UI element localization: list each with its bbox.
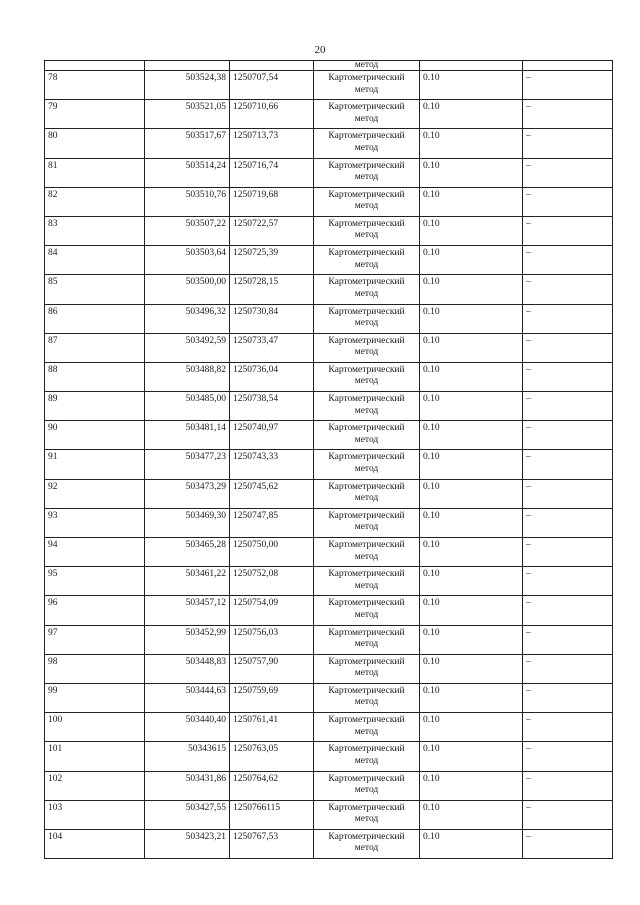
- method-tail-cell: метод: [314, 61, 420, 71]
- precision-cell: 0.10: [420, 742, 523, 771]
- method-line2: метод: [354, 288, 379, 299]
- y-coordinate-cell: 1250722,57: [230, 216, 314, 245]
- note-cell: –: [523, 362, 613, 391]
- x-coordinate-cell: 503452,99: [145, 625, 230, 654]
- x-coordinate-cell: 503503,64: [145, 246, 230, 275]
- y-coordinate-cell: 1250707,54: [230, 71, 314, 100]
- note-cell: –: [523, 596, 613, 625]
- point-number-cell: 94: [45, 538, 145, 567]
- method-line2: метод: [354, 84, 379, 95]
- point-number-cell: 87: [45, 333, 145, 362]
- x-coordinate-cell: 503524,38: [145, 71, 230, 100]
- table-row: [45, 275, 613, 304]
- table-row: [45, 216, 613, 245]
- y-coordinate-cell: 1250756,03: [230, 625, 314, 654]
- point-number-cell: 81: [45, 158, 145, 187]
- method-cell: [314, 275, 420, 304]
- method-line1: Картометрический: [328, 189, 405, 200]
- x-coordinate-cell: 503500,00: [145, 275, 230, 304]
- note-cell: –: [523, 479, 613, 508]
- precision-cell: 0.10: [420, 216, 523, 245]
- x-coordinate-cell: 503521,05: [145, 100, 230, 129]
- table-row: [45, 567, 613, 596]
- point-number-cell: 86: [45, 304, 145, 333]
- method-cell: [314, 713, 420, 742]
- table-row: [45, 392, 613, 421]
- point-number-cell: 100: [45, 713, 145, 742]
- precision-cell: 0.10: [420, 596, 523, 625]
- point-number-cell: 89: [45, 392, 145, 421]
- precision-cell: 0.10: [420, 800, 523, 829]
- method-line2: метод: [354, 142, 379, 153]
- y-coordinate-cell: 1250752,08: [230, 567, 314, 596]
- table-row: [45, 158, 613, 187]
- method-line2: метод: [354, 726, 379, 737]
- table-row: [45, 479, 613, 508]
- y-coordinate-cell: 1250754,09: [230, 596, 314, 625]
- method-line1: Картометрический: [328, 773, 405, 784]
- y-coordinate-cell: 1250730,84: [230, 304, 314, 333]
- note-cell: –: [523, 508, 613, 537]
- table-row: [45, 508, 613, 537]
- note-cell: –: [523, 304, 613, 333]
- method-line1: Картометрический: [328, 131, 405, 142]
- method-cell: [314, 129, 420, 158]
- method-line1: Картометрический: [328, 452, 405, 463]
- point-number-cell: 95: [45, 567, 145, 596]
- point-number-cell: 92: [45, 479, 145, 508]
- note-cell: –: [523, 275, 613, 304]
- method-cell: [314, 538, 420, 567]
- table-row: [45, 421, 613, 450]
- method-line1: Картометрический: [328, 73, 405, 83]
- note-cell: –: [523, 771, 613, 800]
- method-line2: метод: [354, 522, 379, 533]
- method-line2: метод: [354, 113, 379, 124]
- y-coordinate-cell: 1250745,62: [230, 479, 314, 508]
- note-cell: –: [523, 216, 613, 245]
- precision-cell: 0.10: [420, 625, 523, 654]
- method-line2: метод: [354, 405, 379, 416]
- precision-cell: 0.10: [420, 654, 523, 683]
- method-line1: Картометрический: [328, 394, 405, 405]
- point-number-cell: 96: [45, 596, 145, 625]
- method-line1: Картометрический: [328, 685, 405, 696]
- y-coordinate-cell: 1250743,33: [230, 450, 314, 479]
- note-cell: –: [523, 421, 613, 450]
- method-cell: [314, 362, 420, 391]
- method-line2: метод: [354, 463, 379, 474]
- note-cell: –: [523, 100, 613, 129]
- table-row: [45, 187, 613, 216]
- note-cell: –: [523, 538, 613, 567]
- method-cell: [314, 304, 420, 333]
- table-row: [45, 129, 613, 158]
- precision-cell: 0.10: [420, 567, 523, 596]
- method-line1: Картометрический: [328, 277, 405, 288]
- y-coordinate-cell: 1250759,69: [230, 683, 314, 712]
- table-row: [45, 100, 613, 129]
- method-line2: метод: [354, 697, 379, 708]
- point-number-cell: 102: [45, 771, 145, 800]
- table-row: [45, 625, 613, 654]
- table-row: [45, 71, 613, 100]
- x-coordinate-cell: 503440,40: [145, 713, 230, 742]
- y-coordinate-cell: 1250728,15: [230, 275, 314, 304]
- method-line2: метод: [354, 785, 379, 795]
- note-cell: –: [523, 713, 613, 742]
- method-line1: Картометрический: [328, 715, 405, 726]
- method-line1: Картометрический: [328, 540, 405, 550]
- method-line1: Картометрический: [328, 802, 405, 813]
- method-line2: метод: [354, 347, 379, 358]
- table-cell: [523, 61, 613, 71]
- method-cell: [314, 479, 420, 508]
- precision-cell: 0.10: [420, 275, 523, 304]
- table-cell: [230, 61, 314, 71]
- method-cell: [314, 246, 420, 275]
- method-line1: Картометрический: [328, 364, 405, 375]
- precision-cell: 0.10: [420, 246, 523, 275]
- coordinates-table: [44, 60, 613, 859]
- point-number-cell: 82: [45, 187, 145, 216]
- note-cell: –: [523, 246, 613, 275]
- method-line2: метод: [354, 318, 379, 328]
- x-coordinate-cell: 503423,21: [145, 829, 230, 858]
- x-coordinate-cell: 503427,55: [145, 800, 230, 829]
- y-coordinate-cell: 1250767,53: [230, 829, 314, 858]
- x-coordinate-cell: 503488,82: [145, 362, 230, 391]
- table-row: [45, 362, 613, 391]
- note-cell: –: [523, 683, 613, 712]
- note-cell: –: [523, 71, 613, 100]
- point-number-cell: 88: [45, 362, 145, 391]
- method-line1: Картометрический: [328, 481, 405, 492]
- point-number-cell: 85: [45, 275, 145, 304]
- method-cell: [314, 800, 420, 829]
- y-coordinate-cell: 1250713,73: [230, 129, 314, 158]
- coordinates-table-body: [45, 61, 613, 859]
- x-coordinate-cell: 503465,28: [145, 538, 230, 567]
- precision-cell: 0.10: [420, 771, 523, 800]
- point-number-cell: 104: [45, 829, 145, 858]
- method-line2: метод: [354, 609, 379, 620]
- method-cell: [314, 421, 420, 450]
- table-row: [45, 683, 613, 712]
- x-coordinate-cell: 503510,76: [145, 187, 230, 216]
- method-line1: Картометрический: [328, 598, 405, 609]
- method-line1: Картометрический: [328, 627, 405, 638]
- method-cell: [314, 158, 420, 187]
- table-row: [45, 742, 613, 771]
- method-line1: Картометрический: [328, 744, 405, 755]
- table-row: [45, 304, 613, 333]
- table-continuation-row: [45, 61, 613, 71]
- method-line2: метод: [354, 434, 379, 445]
- method-line1: Картометрический: [328, 248, 405, 259]
- method-cell: [314, 683, 420, 712]
- method-line2: метод: [354, 668, 379, 679]
- page-number: 20: [314, 44, 326, 56]
- x-coordinate-cell: 503517,67: [145, 129, 230, 158]
- table-row: [45, 596, 613, 625]
- x-coordinate-cell: 503496,32: [145, 304, 230, 333]
- y-coordinate-cell: 1250738,54: [230, 392, 314, 421]
- precision-cell: 0.10: [420, 304, 523, 333]
- x-coordinate-cell: 503507,22: [145, 216, 230, 245]
- method-cell: [314, 567, 420, 596]
- method-cell: [314, 742, 420, 771]
- precision-cell: 0.10: [420, 100, 523, 129]
- method-line1: Картометрический: [328, 569, 405, 580]
- method-line1: Картометрический: [328, 656, 405, 667]
- table-row: [45, 450, 613, 479]
- x-coordinate-cell: 503444,63: [145, 683, 230, 712]
- precision-cell: 0.10: [420, 362, 523, 391]
- point-number-cell: 79: [45, 100, 145, 129]
- method-line1: Картометрический: [328, 335, 405, 346]
- y-coordinate-cell: 1250725,39: [230, 246, 314, 275]
- note-cell: –: [523, 654, 613, 683]
- y-coordinate-cell: 1250710,66: [230, 100, 314, 129]
- x-coordinate-cell: 503448,83: [145, 654, 230, 683]
- table-row: [45, 800, 613, 829]
- x-coordinate-cell: 50343615: [145, 742, 230, 771]
- method-line2: метод: [354, 201, 379, 212]
- method-line1: Картометрический: [328, 423, 405, 434]
- y-coordinate-cell: 1250766115: [230, 800, 314, 829]
- method-cell: [314, 333, 420, 362]
- precision-cell: 0.10: [420, 479, 523, 508]
- point-number-cell: 98: [45, 654, 145, 683]
- precision-cell: 0.10: [420, 829, 523, 858]
- x-coordinate-cell: 503469,30: [145, 508, 230, 537]
- y-coordinate-cell: 1250719,68: [230, 187, 314, 216]
- method-line2: метод: [354, 376, 379, 387]
- note-cell: –: [523, 625, 613, 654]
- note-cell: –: [523, 129, 613, 158]
- point-number-cell: 91: [45, 450, 145, 479]
- method-cell: [314, 625, 420, 654]
- method-cell: [314, 392, 420, 421]
- precision-cell: 0.10: [420, 683, 523, 712]
- note-cell: –: [523, 187, 613, 216]
- x-coordinate-cell: 503514,24: [145, 158, 230, 187]
- point-number-cell: 103: [45, 800, 145, 829]
- note-cell: –: [523, 333, 613, 362]
- point-number-cell: 99: [45, 683, 145, 712]
- note-cell: –: [523, 829, 613, 858]
- method-line1: Картометрический: [328, 160, 405, 171]
- method-line1: Картометрический: [328, 831, 405, 842]
- method-line1: Картометрический: [328, 510, 405, 521]
- note-cell: –: [523, 742, 613, 771]
- x-coordinate-cell: 503481,14: [145, 421, 230, 450]
- note-cell: –: [523, 800, 613, 829]
- method-line2: метод: [354, 551, 379, 562]
- precision-cell: 0.10: [420, 713, 523, 742]
- method-cell: [314, 216, 420, 245]
- precision-cell: 0.10: [420, 392, 523, 421]
- precision-cell: 0.10: [420, 538, 523, 567]
- method-line2: метод: [354, 814, 379, 825]
- x-coordinate-cell: 503473,29: [145, 479, 230, 508]
- y-coordinate-cell: 1250764,62: [230, 771, 314, 800]
- method-cell: [314, 100, 420, 129]
- table-row: [45, 654, 613, 683]
- method-cell: [314, 829, 420, 858]
- method-line2: метод: [354, 639, 379, 650]
- method-line1: Картометрический: [328, 306, 405, 317]
- precision-cell: 0.10: [420, 450, 523, 479]
- table-row: [45, 829, 613, 858]
- point-number-cell: 83: [45, 216, 145, 245]
- note-cell: –: [523, 567, 613, 596]
- x-coordinate-cell: 503431,86: [145, 771, 230, 800]
- x-coordinate-cell: 503477,23: [145, 450, 230, 479]
- method-cell: [314, 187, 420, 216]
- note-cell: –: [523, 450, 613, 479]
- method-line2: метод: [354, 493, 379, 504]
- table-cell: [420, 61, 523, 71]
- method-line2: метод: [354, 172, 379, 183]
- x-coordinate-cell: 503485,00: [145, 392, 230, 421]
- precision-cell: 0.10: [420, 71, 523, 100]
- point-number-cell: 84: [45, 246, 145, 275]
- y-coordinate-cell: 1250761,41: [230, 713, 314, 742]
- note-cell: –: [523, 392, 613, 421]
- precision-cell: 0.10: [420, 129, 523, 158]
- table-row: [45, 538, 613, 567]
- x-coordinate-cell: 503492,59: [145, 333, 230, 362]
- table-row: [45, 713, 613, 742]
- y-coordinate-cell: 1250747,85: [230, 508, 314, 537]
- method-cell: [314, 71, 420, 100]
- method-line2: метод: [354, 843, 379, 854]
- precision-cell: 0.10: [420, 508, 523, 537]
- precision-cell: 0.10: [420, 421, 523, 450]
- table-row: [45, 333, 613, 362]
- method-line2: метод: [354, 230, 379, 241]
- point-number-cell: 97: [45, 625, 145, 654]
- method-cell: [314, 771, 420, 800]
- table-cell: [145, 61, 230, 71]
- method-line1: Картометрический: [328, 102, 405, 113]
- point-number-cell: 101: [45, 742, 145, 771]
- y-coordinate-cell: 1250733,47: [230, 333, 314, 362]
- table-row: [45, 771, 613, 800]
- method-cell: [314, 450, 420, 479]
- precision-cell: 0.10: [420, 187, 523, 216]
- y-coordinate-cell: 1250763,05: [230, 742, 314, 771]
- precision-cell: 0.10: [420, 158, 523, 187]
- point-number-cell: 90: [45, 421, 145, 450]
- y-coordinate-cell: 1250716,74: [230, 158, 314, 187]
- table-cell: [45, 61, 145, 71]
- y-coordinate-cell: 1250736,04: [230, 362, 314, 391]
- y-coordinate-cell: 1250757,90: [230, 654, 314, 683]
- method-line2: метод: [354, 755, 379, 766]
- method-cell: [314, 654, 420, 683]
- x-coordinate-cell: 503457,12: [145, 596, 230, 625]
- y-coordinate-cell: 1250740,97: [230, 421, 314, 450]
- x-coordinate-cell: 503461,22: [145, 567, 230, 596]
- point-number-cell: 78: [45, 71, 145, 100]
- precision-cell: 0.10: [420, 333, 523, 362]
- method-cell: [314, 596, 420, 625]
- method-cell: [314, 508, 420, 537]
- note-cell: –: [523, 158, 613, 187]
- point-number-cell: 80: [45, 129, 145, 158]
- point-number-cell: 93: [45, 508, 145, 537]
- method-line1: Картометрический: [328, 218, 405, 229]
- method-line2: метод: [354, 580, 379, 591]
- table-row: [45, 246, 613, 275]
- y-coordinate-cell: 1250750,00: [230, 538, 314, 567]
- method-line2: метод: [354, 259, 379, 270]
